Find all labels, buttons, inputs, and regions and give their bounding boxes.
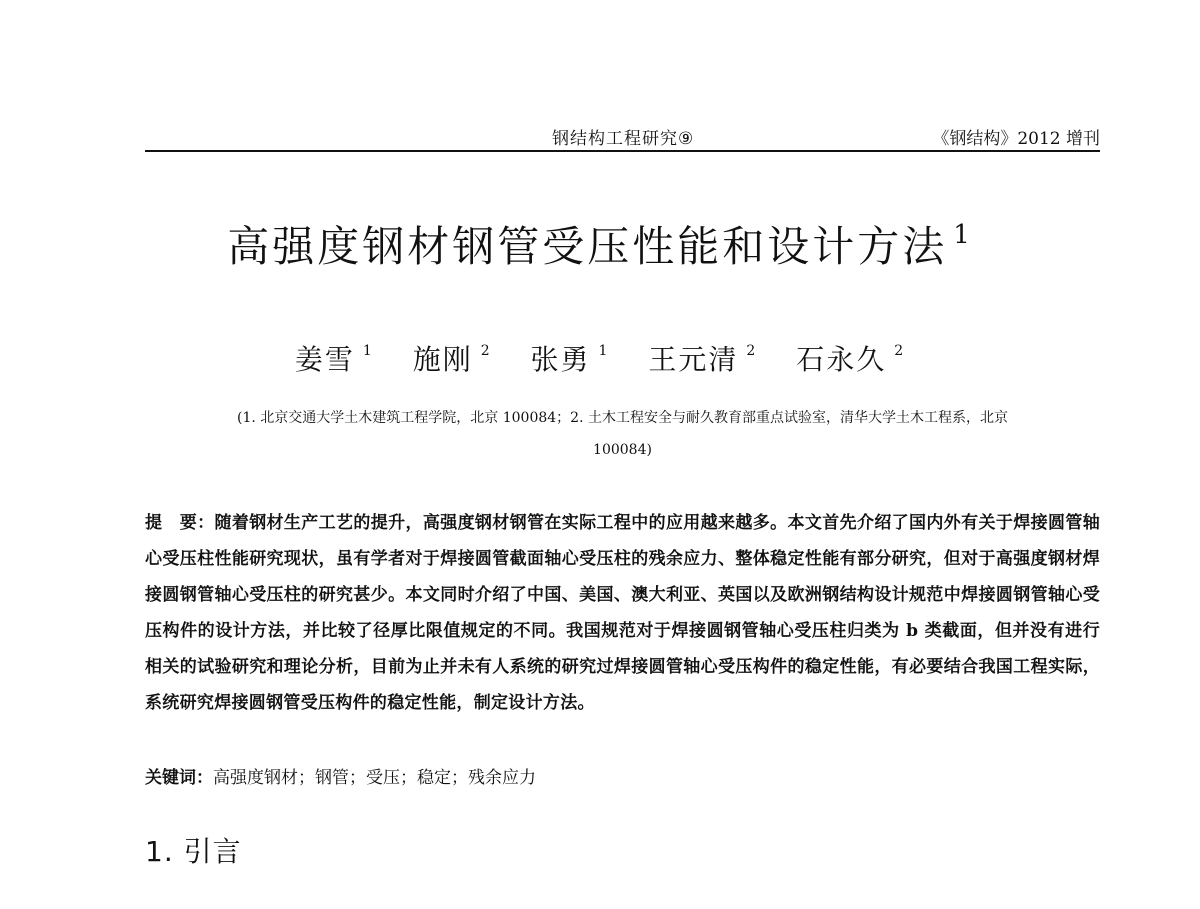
keywords-text: 高强度钢材；钢管；受压；稳定；残余应力 [213,768,536,788]
title-footnote-mark: 1 [953,220,973,250]
author-list [0,338,1200,378]
keywords-label: 关键词： [145,768,213,788]
abstract-block [145,505,1100,721]
paper-title [0,214,1200,274]
paper-title-text: 高强度钢材钢管受压性能和设计方法 [227,222,948,271]
author [796,338,905,378]
author [295,338,374,378]
affiliation-line: (1. 北京交通大学土木建筑工程学院，北京 100084；2. 土木工程安全与耐久教育部重点试验室，清华大学土木工程系，北京 [237,410,1008,426]
section-heading: 1. 引言 [145,835,242,868]
running-header [145,118,1100,152]
author [531,338,610,378]
author-name: 姜雪 [294,343,355,376]
author-affiliation-mark: 2 [894,343,906,359]
author-affiliation-mark: 1 [362,343,374,359]
abstract-text: 随着钢材生产工艺的提升，高强度钢材钢管在实际工程中的应用越来越多。本文首先介绍了国内外有关于焊接圆管轴心受压柱性能研究现状，虽有学者对于焊接圆管截面轴心受压柱的残余应力、整体稳定性能有部分研究，但对于高强度钢材焊接圆钢管轴心受压柱的研究甚少。本文同时介绍了中国、美国、澳大利亚、英国以及欧洲钢结构设计规范中焊接圆钢管轴心受压构件的设计方法，并比较了径厚比限值规定的不同。我国规范对于焊接圆钢管轴心受压柱归类为 b 类截面，但并没有进行相关的试验研究和理论分析，目前为止并未有人系统的研究过焊接圆管轴心受压构件的稳定性能，有必要结合我国工程实际，系统研究焊接圆钢管受压构件的稳定性能，制定设计方法。 [145,513,1100,713]
author-name: 石永久 [796,343,887,376]
issue-info: 《钢结构》2012 增刊 [932,129,1100,149]
author [648,338,757,378]
author-name: 张勇 [530,343,591,376]
keywords-block [145,760,1100,796]
author-affiliation-mark: 2 [746,343,758,359]
affiliation-line: 100084) [593,442,652,458]
abstract-label: 提 要： [145,513,215,533]
author-name: 施刚 [412,343,473,376]
affiliation-block [145,402,1100,466]
author [413,338,492,378]
author-name: 王元清 [648,343,739,376]
journal-series: 钢结构工程研究⑨ [552,129,695,149]
author-affiliation-mark: 2 [480,343,492,359]
author-affiliation-mark: 1 [598,343,610,359]
